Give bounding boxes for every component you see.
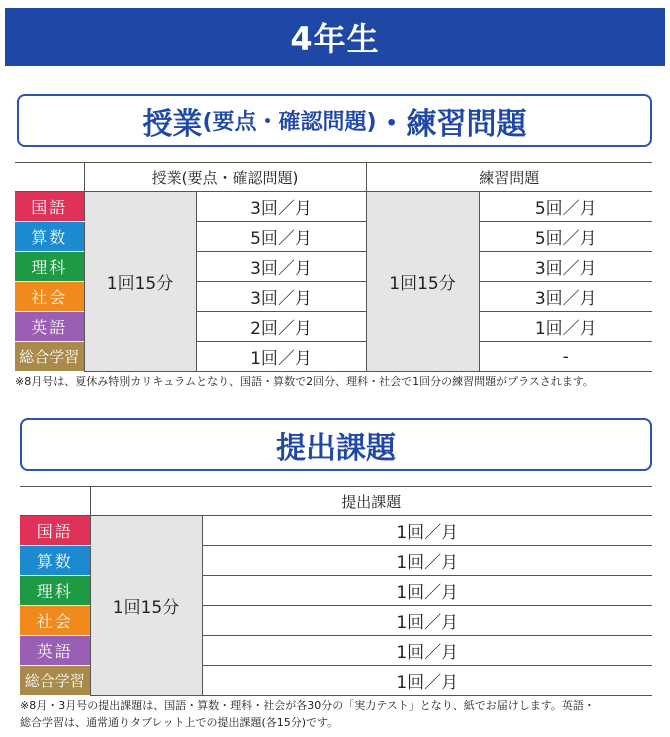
assignment-frequency: 1回／月 [202, 546, 652, 576]
lesson-frequency: 5回／月 [196, 222, 366, 252]
assignments-table [20, 486, 652, 696]
assignments-footnote [20, 697, 595, 731]
subject-label: 総合学習 [15, 342, 84, 372]
lesson-frequency: 1回／月 [196, 342, 366, 372]
practice-frequency: 1回／月 [479, 312, 652, 342]
subject-label: 算数 [20, 546, 90, 576]
assignment-frequency: 1回／月 [202, 516, 652, 546]
heading-paren: (要点・確認問題) [202, 110, 377, 135]
assignment-frequency: 1回／月 [202, 636, 652, 666]
practice-frequency: 5回／月 [479, 192, 652, 222]
subject-label: 社会 [15, 282, 84, 312]
header-blank [20, 487, 90, 516]
heading-rest: ・練習問題 [376, 106, 527, 142]
practice-col-header: 練習問題 [366, 163, 652, 192]
lesson-frequency: 3回／月 [196, 252, 366, 282]
heading-main: 授業 [142, 106, 203, 142]
subject-label: 国語 [20, 516, 90, 546]
subject-label: 英語 [20, 636, 90, 666]
assignment-col-header: 提出課題 [90, 487, 652, 516]
subject-label: 理科 [20, 576, 90, 606]
grade-title: 4年生 [290, 20, 380, 58]
assignments-footnote-line1: ※8月・3月号の提出課題は、国語・算数・理科・社会が各30分の「実力テスト」となり、紙でお届けします。英語・ [20, 699, 595, 712]
practice-frequency: 5回／月 [479, 222, 652, 252]
section-heading-lessons [17, 94, 652, 147]
header-blank [15, 163, 84, 192]
lesson-col-header: 授業(要点・確認問題) [84, 163, 366, 192]
section-heading-assignments [20, 418, 652, 471]
assignments-footnote-line2: 総合学習は、通常通りタブレット上での提出課題(各15分)です。 [20, 716, 339, 729]
lessons-table [15, 162, 652, 372]
practice-frequency: 3回／月 [479, 282, 652, 312]
practice-frequency: - [479, 342, 652, 372]
assignment-frequency: 1回／月 [202, 576, 652, 606]
subject-label: 算数 [15, 222, 84, 252]
table-row [20, 516, 652, 546]
assignment-duration: 1回15分 [90, 516, 202, 696]
assignment-frequency: 1回／月 [202, 606, 652, 636]
subject-label: 社会 [20, 606, 90, 636]
practice-frequency: 3回／月 [479, 252, 652, 282]
lesson-frequency: 3回／月 [196, 192, 366, 222]
lessons-footnote: ※8月号は、夏休み特別カリキュラムとなり、国語・算数で2回分、理科・社会で1回分の練習問題がプラスされます。 [15, 375, 594, 388]
lesson-frequency: 2回／月 [196, 312, 366, 342]
grade-banner [5, 8, 665, 66]
heading-assignments: 提出課題 [276, 430, 396, 466]
lesson-frequency: 3回／月 [196, 282, 366, 312]
subject-label: 英語 [15, 312, 84, 342]
subject-label: 理科 [15, 252, 84, 282]
subject-label: 国語 [15, 192, 84, 222]
table-row [15, 192, 652, 222]
practice-duration: 1回15分 [366, 192, 479, 372]
subject-label: 総合学習 [20, 666, 90, 696]
lesson-duration: 1回15分 [84, 192, 196, 372]
assignment-frequency: 1回／月 [202, 666, 652, 696]
